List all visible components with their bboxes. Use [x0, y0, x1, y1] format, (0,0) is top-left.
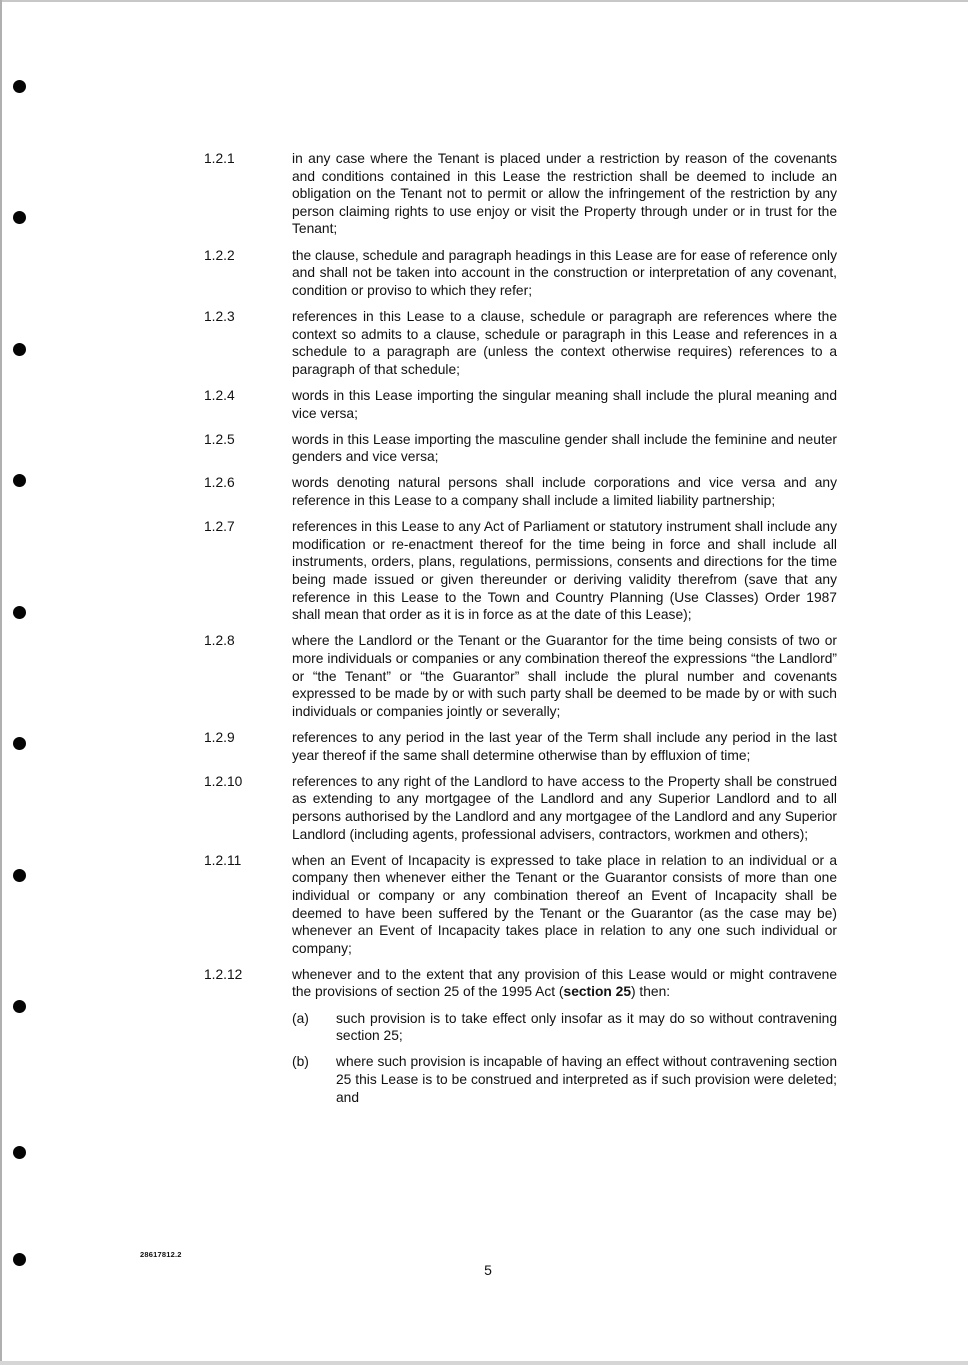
defined-term: section 25 — [563, 984, 631, 1000]
clause-1-2-2 — [204, 247, 837, 300]
clause-number: 1.2.9 — [204, 729, 235, 745]
punch-hole-icon — [13, 1253, 26, 1266]
clause-number: 1.2.1 — [204, 151, 235, 166]
clause-number: 1.2.5 — [204, 431, 235, 447]
page-edge-left — [0, 0, 2, 1365]
subclause-letter: (a) — [292, 1010, 309, 1026]
clause-number: 1.2.2 — [204, 247, 235, 263]
clause-text: words in this Lease importing the masculine gender shall include the feminine and neuter genders and vice versa; — [292, 431, 837, 465]
subclause-letter: (b) — [292, 1054, 309, 1070]
clause-1-2-4 — [204, 387, 837, 422]
punch-hole-icon — [13, 343, 26, 356]
clause-number: 1.2.6 — [204, 475, 235, 491]
clause-number: 1.2.12 — [204, 966, 243, 982]
clause-text: where the Landlord or the Tenant or the Guarantor for the time being consists of two or more individuals or companies or any combination thereof the expressions “the Landlord” or “the Tenant” or “the Guarantor” shall include the plural number and covenants expressed to be made by or with such party shall be deemed to be made by or with such individuals or companies jointly or severally; — [292, 633, 837, 719]
clause-text: words denoting natural persons shall include corporations and vice versa and any reference in this Lease to a company shall include a limited liability partnership; — [292, 475, 837, 509]
clause-text: the clause, schedule and paragraph headings in this Lease are for ease of reference only and shall not be taken into account in the construction or interpretation of any covenant, condition or proviso to which they refer; — [292, 247, 837, 298]
clause-number: 1.2.8 — [204, 633, 235, 649]
clause-1-2-11 — [204, 852, 837, 958]
clause-1-2-12 — [204, 966, 837, 1106]
punch-hole-icon — [13, 474, 26, 487]
clause-text — [292, 966, 837, 1106]
clause-number: 1.2.10 — [204, 773, 243, 789]
clause-number: 1.2.4 — [204, 387, 235, 403]
page-edge-bottom — [0, 1361, 968, 1365]
document-reference: 28617812.2 — [140, 1250, 182, 1259]
clause-intro — [292, 966, 837, 1001]
page-edge-top — [0, 0, 968, 2]
clause-text-before: whenever and to the extent that any provision of this Lease would or might contravene the provisions of section 25 of the 1995 Act ( — [292, 966, 837, 1000]
punch-hole-icon — [13, 1000, 26, 1013]
clause-number: 1.2.11 — [204, 852, 242, 868]
document-body — [204, 150, 837, 1115]
clause-text: references in this Lease to any Act of Parliament or statutory instrument shall include any modification or re-enactment thereof for the time being in force and shall include all instruments, orders, plans, regulations, permissions, consents and directions for the time being made issued or given thereunder or deriving validity therefrom (save that any reference in this Lease to the Town and Country Planning (Use Classes) Order 1987 shall mean that order as it is in force as at the date of this Lease); — [292, 519, 837, 623]
clause-text: in any case where the Tenant is placed under a restriction by reason of the covenants and conditions contained in this Lease the restriction shall be deemed to include an obligation on the Tenant not to permit or allow the infringement of the restriction by any person claiming rights to use enjoy or visit the Property through under or in trust for the Tenant; — [292, 151, 837, 237]
clause-1-2-9 — [204, 729, 837, 764]
clause-1-2-10 — [204, 773, 837, 843]
clause-text: words in this Lease importing the singular meaning shall include the plural meaning and vice versa; — [292, 387, 837, 421]
subclause-b — [292, 1053, 837, 1106]
clause-text: references in this Lease to a clause, schedule or paragraph are references where the context so admits to a clause, schedule or paragraph in this Lease and references in a schedule to a paragraph are (unless the context otherwise requires) references to a paragraph of that schedule; — [292, 308, 837, 377]
clause-1-2-1 — [204, 150, 837, 238]
clause-text-after: ) then: — [631, 984, 671, 1000]
subclause-text: where such provision is incapable of having an effect without contravening section 25 this Lease is to be construed and interpreted as if such provision were deleted; and — [336, 1054, 837, 1105]
clause-1-2-6 — [204, 474, 837, 509]
punch-hole-icon — [13, 606, 26, 619]
page-number: 5 — [484, 1262, 492, 1278]
clause-1-2-3 — [204, 308, 837, 378]
subclause-text: such provision is to take effect only insofar as it may do so without contravening section 25; — [336, 1010, 837, 1044]
punch-hole-icon — [13, 80, 26, 93]
punch-hole-icon — [13, 211, 26, 224]
clause-number: 1.2.3 — [204, 308, 235, 324]
punch-hole-icon — [13, 737, 26, 750]
clause-text: references to any right of the Landlord to have access to the Property shall be construed as extending to any mortgagee of the Landlord and any Superior Landlord and to all persons authorised by the Landlord and any mortgagee of the Landlord and any Superior Landlord (including agents, professional advisers, contractors, workmen and others); — [292, 773, 837, 842]
punch-hole-icon — [13, 1146, 26, 1159]
clause-1-2-5 — [204, 431, 837, 466]
clause-number: 1.2.7 — [204, 519, 235, 535]
clause-1-2-8 — [204, 632, 837, 720]
subclause-a — [292, 1010, 837, 1045]
clause-1-2-7 — [204, 518, 837, 624]
clause-text: references to any period in the last year of the Term shall include any period in the last year thereof if the same shall determine otherwise than by effluxion of time; — [292, 729, 837, 763]
clause-text: when an Event of Incapacity is expressed to take place in relation to an individual or a company then whenever either the Tenant or the Guarantor consists of more than one individual or company or any combination thereof an Event of Incapacity shall be deemed to have been suffered by the Tenant or the Guarantor (as the case may be) whenever an Event of Incapacity takes place in relation to any one such individual or company; — [292, 852, 837, 956]
punch-hole-icon — [13, 869, 26, 882]
